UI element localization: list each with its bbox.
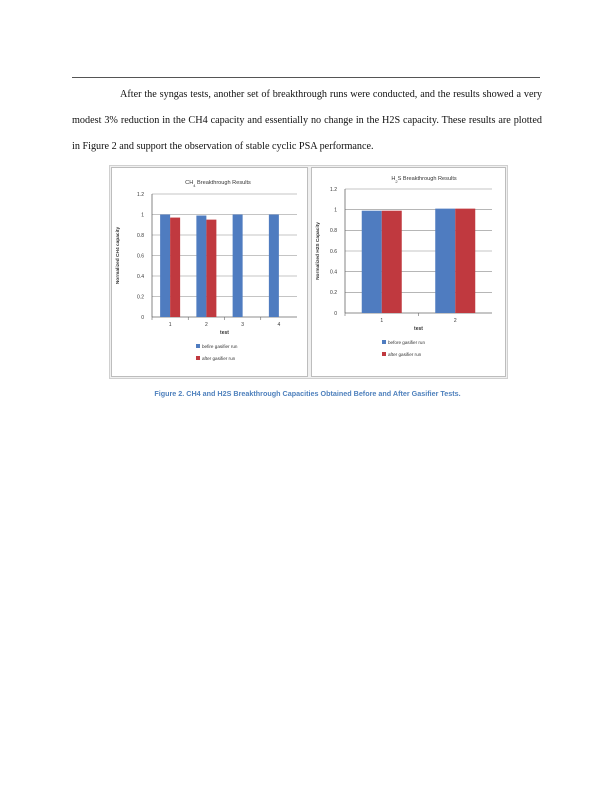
y-tick-label: 1	[334, 207, 337, 214]
bar-before-test-1	[160, 215, 170, 318]
y-tick-label: 1.2	[330, 186, 337, 193]
y-tick-label: 0	[141, 314, 144, 321]
figure-caption: Figure 2. CH4 and H2S Breakthrough Capacities Obtained Before and After Gasifier Tests.	[154, 389, 461, 398]
y-tick-label: 0.4	[137, 273, 144, 280]
y-tick-label: 0	[334, 310, 337, 317]
bar-before-test-3	[233, 215, 243, 318]
x-tick-label: 1	[168, 322, 172, 328]
y-tick-label: 0.4	[330, 269, 337, 276]
x-tick-label: 3	[241, 322, 245, 328]
h2s-breakthrough-chart	[312, 168, 505, 376]
x-tick-label: 2	[204, 322, 208, 328]
y-tick-label: 0.8	[330, 228, 337, 235]
y-tick-label: 0.6	[330, 248, 337, 255]
legend-label-before: before gasifier run	[388, 340, 426, 345]
y-axis-label: Normalized CH4 capacity	[116, 226, 121, 285]
bar-before-test-4	[269, 215, 279, 318]
bar-after-test-2	[206, 220, 216, 317]
x-axis-label: test	[414, 326, 423, 332]
y-tick-label: 1.2	[137, 191, 144, 198]
x-tick-label: 1	[380, 318, 384, 324]
h2s-chart-panel	[311, 167, 506, 377]
x-tick-label: 4	[277, 322, 281, 328]
bar-before-test-2	[435, 209, 455, 313]
legend-label-after: after gasifier run	[388, 352, 422, 357]
legend-swatch-before	[382, 340, 386, 344]
x-axis-label: test	[220, 330, 229, 336]
legend-label-after: after gasifier run	[202, 356, 236, 361]
y-tick-label: 0.2	[330, 290, 337, 297]
bar-after-test-2	[455, 209, 475, 313]
chart-title: $CH_4$ Breakthrough Results	[185, 180, 251, 188]
header-rule	[72, 77, 540, 78]
y-tick-label: 0.6	[137, 253, 144, 260]
bar-before-test-2	[196, 216, 206, 317]
legend-swatch-before	[196, 344, 200, 348]
bar-after-test-1	[382, 211, 402, 313]
bar-after-test-1	[170, 218, 180, 317]
y-axis-label: Normalized H2S Capacity	[316, 222, 321, 280]
chart-title: $H_2S$ Breakthrough Results	[391, 176, 457, 184]
body-paragraph: After the syngas tests, another set of breakthrough runs were conducted, and the results showed a very modest 3% reduction in the CH4 capacity and essentially no change in the H2S capacity. These results are plotted in Figure 2 and support the observation of stable cyclic PSA performance.	[72, 89, 542, 152]
legend-swatch-after	[196, 356, 200, 360]
legend-swatch-after	[382, 352, 386, 356]
ch4-chart-panel	[111, 167, 308, 377]
ch4-breakthrough-chart	[112, 168, 307, 376]
legend-label-before: befire gasifier run	[202, 344, 238, 349]
y-tick-label: 1	[141, 212, 144, 219]
y-tick-label: 0.8	[137, 232, 144, 239]
x-tick-label: 2	[453, 318, 457, 324]
bar-before-test-1	[362, 211, 382, 313]
y-tick-label: 0.2	[137, 294, 144, 301]
